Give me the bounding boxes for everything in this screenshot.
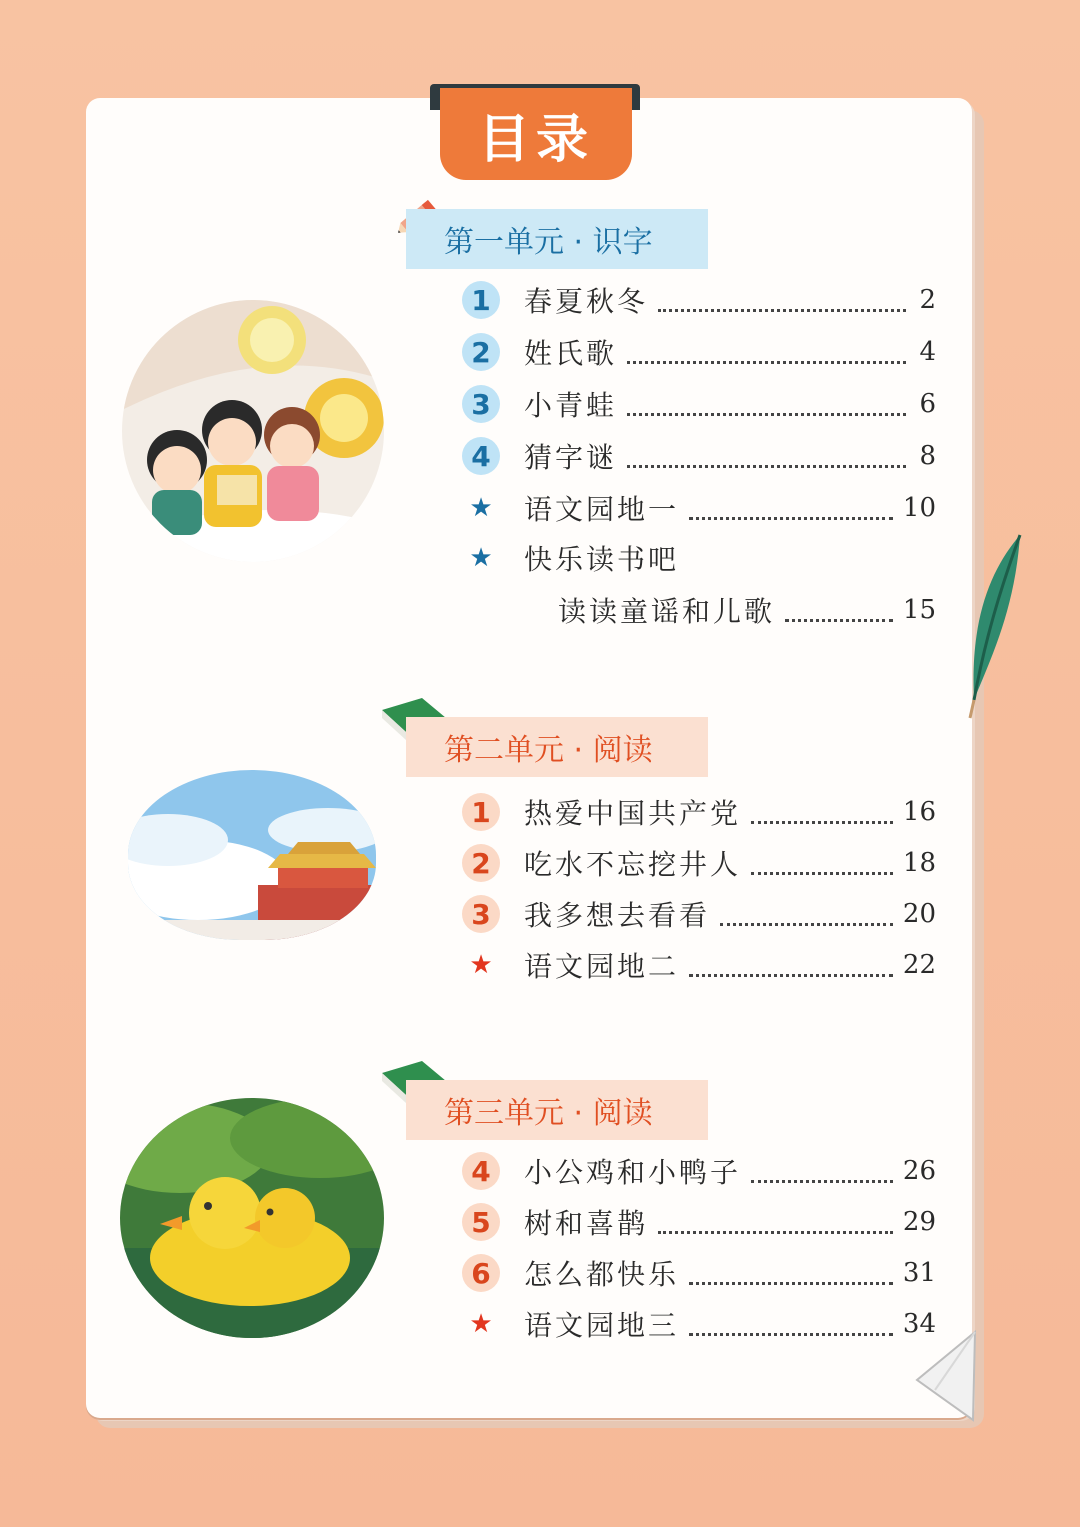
- toc-entry-1-6[interactable]: [462, 536, 936, 580]
- lesson-number-badge: 3: [462, 385, 500, 423]
- page-title: 目录: [477, 109, 594, 170]
- dot-leader: [720, 923, 893, 926]
- entry-title: 读读童谣和儿歌: [558, 595, 776, 628]
- dot-leader: [627, 465, 906, 468]
- dot-leader: [689, 974, 893, 977]
- unit-1-illustration-lanterns-children: [122, 300, 384, 562]
- entry-title: 我多想去看看: [524, 899, 711, 932]
- dot-leader: [689, 1282, 893, 1285]
- page-number: 31: [902, 1258, 936, 1288]
- entry-title: 小公鸡和小鸭子: [524, 1156, 742, 1189]
- dot-leader: [627, 361, 906, 364]
- page-number: 20: [902, 899, 936, 929]
- page-number: 6: [919, 389, 936, 419]
- entry-title: 姓氏歌: [524, 337, 618, 370]
- page-number: 16: [902, 797, 936, 827]
- entry-title: 语文园地一: [524, 493, 680, 526]
- page-number: 26: [902, 1156, 936, 1186]
- toc-entry-3-3[interactable]: [462, 1251, 936, 1295]
- toc-entry-3-1[interactable]: [462, 1149, 936, 1193]
- dot-leader: [627, 413, 906, 416]
- dot-leader: [785, 619, 893, 622]
- lesson-number-badge: 2: [462, 844, 500, 882]
- entry-title: 小青蛙: [524, 389, 618, 422]
- page-number: 10: [902, 493, 936, 523]
- entry-title: 热爱中国共产党: [524, 797, 742, 830]
- entry-title: 吃水不忘挖井人: [524, 848, 742, 881]
- entry-title: 猜字谜: [524, 441, 618, 474]
- toc-entry-1-1[interactable]: [462, 278, 936, 322]
- star-icon: ★: [469, 950, 493, 980]
- unit-2-header: 第二单元 · 阅读: [406, 717, 708, 777]
- toc-entry-1-4[interactable]: [462, 434, 936, 478]
- page-number: 8: [919, 441, 936, 471]
- toc-entry-1-5[interactable]: [462, 486, 936, 530]
- lesson-number-badge: 4: [462, 437, 500, 475]
- dot-leader: [751, 821, 893, 824]
- lesson-number-badge: 1: [462, 793, 500, 831]
- entry-title: 语文园地三: [524, 1309, 680, 1342]
- title-tab: [440, 88, 632, 180]
- toc-entry-2-3[interactable]: [462, 892, 936, 936]
- dot-leader: [689, 517, 893, 520]
- toc-entry-2-4[interactable]: [462, 943, 936, 987]
- lesson-number-badge: 5: [462, 1203, 500, 1241]
- dot-leader: [751, 1180, 893, 1183]
- toc-entry-2-1[interactable]: [462, 790, 936, 834]
- toc-entry-2-2[interactable]: [462, 841, 936, 885]
- star-icon: ★: [469, 1309, 493, 1339]
- toc-entry-1-7[interactable]: [462, 588, 936, 632]
- toc-entry-3-4[interactable]: [462, 1302, 936, 1346]
- unit-3-illustration-ducklings: [120, 1098, 384, 1338]
- unit-3-header: 第三单元 · 阅读: [406, 1080, 708, 1140]
- toc-entry-1-2[interactable]: [462, 330, 936, 374]
- entry-title: 树和喜鹊: [524, 1207, 649, 1240]
- lesson-number-badge: 3: [462, 895, 500, 933]
- page-number: 15: [902, 595, 936, 625]
- lesson-number-badge: 6: [462, 1254, 500, 1292]
- dot-leader: [658, 1231, 893, 1234]
- lesson-number-badge: 1: [462, 281, 500, 319]
- toc-entry-3-2[interactable]: [462, 1200, 936, 1244]
- page-number: 18: [902, 848, 936, 878]
- lesson-number-badge: 2: [462, 333, 500, 371]
- dot-leader: [658, 309, 906, 312]
- page-number: 2: [919, 285, 936, 315]
- unit-2-illustration-tiananmen: [128, 770, 376, 940]
- star-icon: ★: [469, 493, 493, 523]
- feather-quill-icon: [960, 530, 1030, 720]
- entry-title: 怎么都快乐: [524, 1258, 680, 1291]
- star-icon: ★: [469, 543, 493, 573]
- page-number: 22: [902, 950, 936, 980]
- page-number: 34: [902, 1309, 936, 1339]
- dot-leader: [751, 872, 893, 875]
- dot-leader: [689, 1333, 893, 1336]
- page-number: 29: [902, 1207, 936, 1237]
- entry-title: 春夏秋冬: [524, 285, 649, 318]
- entry-title: 快乐读书吧: [524, 543, 680, 576]
- lesson-number-badge: 4: [462, 1152, 500, 1190]
- unit-1-header: 第一单元 · 识字: [406, 209, 708, 269]
- toc-entry-1-3[interactable]: [462, 382, 936, 426]
- entry-title: 语文园地二: [524, 950, 680, 983]
- page-number: 4: [919, 337, 936, 367]
